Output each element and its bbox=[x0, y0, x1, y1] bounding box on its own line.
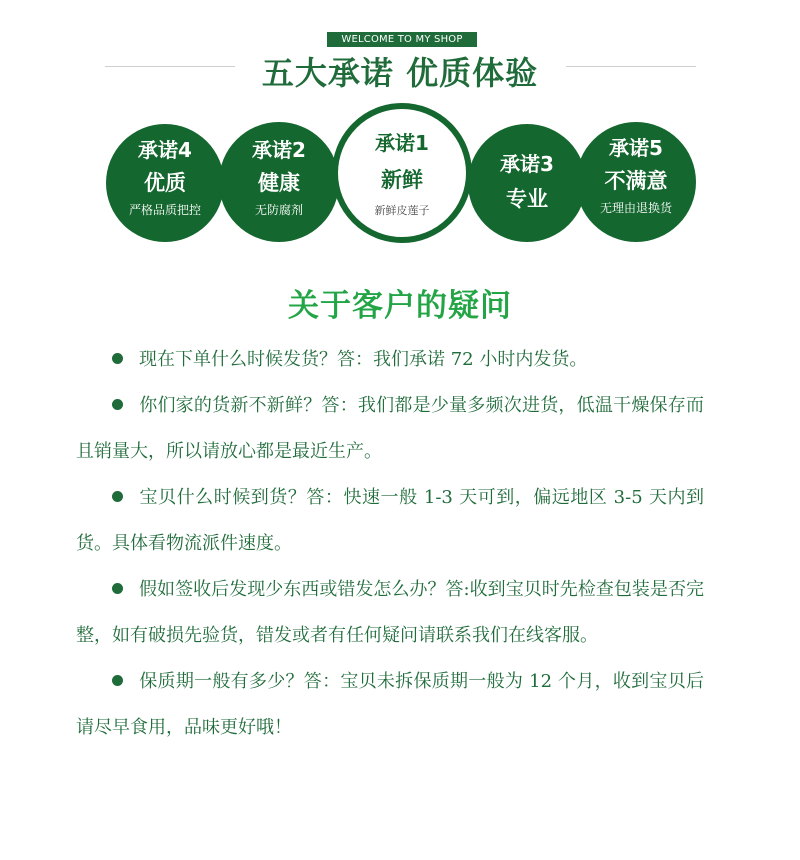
promise-desc: 无防腐剂 bbox=[254, 203, 303, 217]
bullet-icon bbox=[112, 399, 123, 410]
faq-item bbox=[76, 337, 704, 383]
promise-circle-4 bbox=[106, 124, 224, 242]
promise-desc: 无理由退换货 bbox=[599, 201, 672, 215]
promise-label: 承诺4 bbox=[138, 138, 192, 162]
promise-desc: 新鲜皮莲子 bbox=[374, 204, 430, 217]
faq-text: 宝贝什么时候到货？答：快速一般 1-3 天可到，偏远地区 3-5 天内到货。具体看物流派件速度。 bbox=[76, 487, 704, 554]
promise-desc: 严格品质把控 bbox=[128, 203, 201, 217]
faq-list bbox=[76, 337, 704, 751]
faq-text: 保质期一般有多少？答：宝贝未拆保质期一般为 12 个月，收到宝贝后请尽早食用，品味更好哦！ bbox=[76, 671, 704, 738]
promise-title: 健康 bbox=[258, 171, 300, 195]
faq-text: 你们家的货新不新鲜？答：我们都是少量多频次进货，低温干燥保存而且销量大，所以请放心都是最近生产。 bbox=[76, 395, 704, 462]
promise-title: 新鲜 bbox=[381, 168, 423, 192]
bullet-icon bbox=[112, 583, 123, 594]
bullet-icon bbox=[112, 353, 123, 364]
promise-label: 承诺1 bbox=[375, 131, 429, 155]
promise-circle-2 bbox=[219, 122, 339, 242]
promise-title: 专业 bbox=[506, 187, 548, 211]
promise-circle-1 bbox=[332, 103, 472, 243]
promise-label: 承诺3 bbox=[500, 152, 554, 176]
promise-title: 优质 bbox=[144, 171, 186, 195]
faq-heading: 关于客户的疑问 bbox=[288, 288, 512, 324]
promise-label: 承诺2 bbox=[252, 138, 306, 162]
bullet-icon bbox=[112, 491, 123, 502]
page-title: 五大承诺 优质体验 bbox=[261, 54, 539, 92]
bullet-icon bbox=[112, 675, 123, 686]
promise-circle-5 bbox=[576, 122, 696, 242]
faq-item bbox=[76, 475, 704, 567]
welcome-banner: WELCOME TO MY SHOP bbox=[327, 32, 477, 47]
faq-item bbox=[76, 659, 704, 751]
faq-item bbox=[76, 383, 704, 475]
faq-item bbox=[76, 567, 704, 659]
promise-label: 承诺5 bbox=[609, 136, 663, 160]
promise-title: 不满意 bbox=[604, 169, 668, 193]
faq-text: 现在下单什么时候发货？答：我们承诺 72 小时内发货。 bbox=[139, 349, 588, 370]
promise-circle-3 bbox=[468, 124, 586, 242]
faq-text: 假如签收后发现少东西或错发怎么办？答:收到宝贝时先检查包装是否完整，如有破损先验货，错发或者有任何疑问请联系我们在线客服。 bbox=[76, 579, 704, 646]
